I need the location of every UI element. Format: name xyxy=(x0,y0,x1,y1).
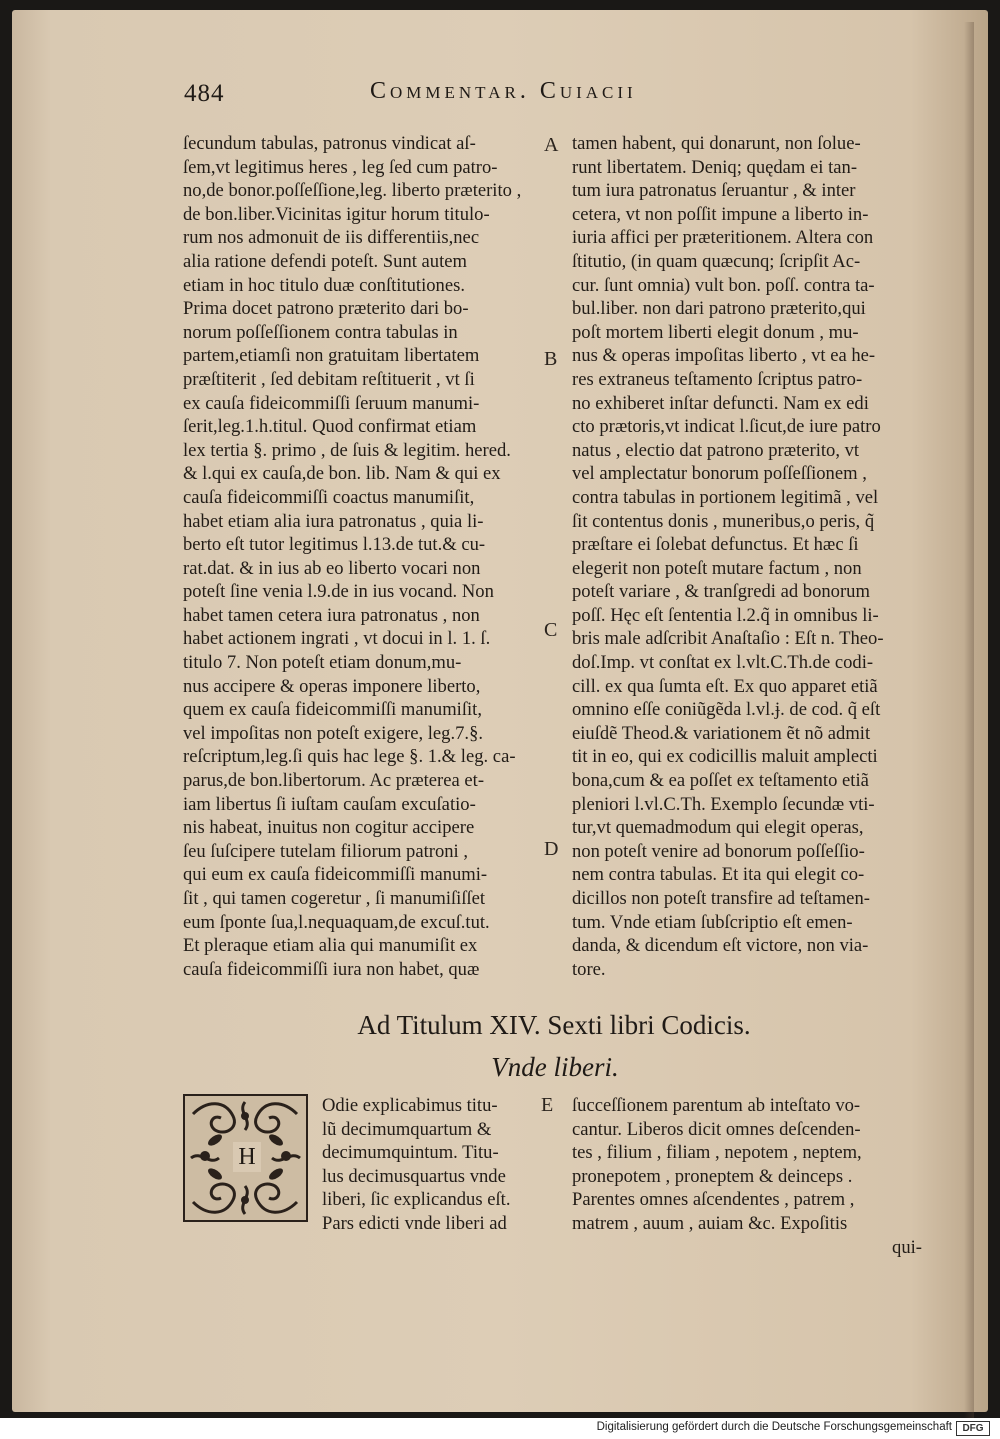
page-edge-shadow xyxy=(964,22,974,1418)
text-line: tore. xyxy=(572,958,606,980)
page-header xyxy=(184,76,794,112)
text-line: ſucceſſionem parentum ab inteſtato vo- xyxy=(572,1095,861,1116)
text-line: tes , filium , filiam , nepotem , neptem, xyxy=(572,1142,862,1164)
text-line: titulo 7. Non poteſt etiam donum,mu- xyxy=(183,652,462,674)
text-line: præſtare ei ſolebat defunctus. Et hæc ſi xyxy=(572,534,859,556)
text-line: tit in eo, qui ex codicillis maluit amplecti xyxy=(572,746,878,768)
text-line: nem contra tabulas. Et ita qui elegit co- xyxy=(572,864,865,886)
text-line: rum nos admonuit de iis differentiis,nec xyxy=(183,227,480,249)
text-line: no,de bonor.poſſeſſione,leg. liberto præterito , xyxy=(183,180,522,202)
text-line: quem ex cauſa fideicommiſſi manumiſit, xyxy=(183,699,482,721)
margin-letter-b: B xyxy=(544,348,558,370)
text-line: præſtiterit , ſed debitam reſtituerit , vt ſi xyxy=(183,368,475,390)
text-line: iuria affici per præteritionem. Altera con xyxy=(572,227,874,249)
text-line: cantur. Liberos dicit omnes deſcenden- xyxy=(572,1118,861,1140)
text-line: vel impoſitas non poteſt exigere, leg.7.§. xyxy=(183,722,484,744)
text-line: rat.dat. & in ius ab eo liberto vocari non xyxy=(183,557,481,579)
text-line: poteſt variare , & tranſgredi ad bonorum xyxy=(572,581,870,603)
text-line: contra tabulas in portionem legitimã , vel xyxy=(572,486,879,508)
text-line: lũ decimumquartum & xyxy=(322,1118,492,1140)
text-line: ſit contentus donis , muneribus,o peris, q̃ xyxy=(572,510,875,532)
text-line: pronepotem , proneptem & deinceps . xyxy=(572,1165,853,1187)
text-line: ſerit,leg.1.h.titul. Quod confirmat etiam xyxy=(183,416,477,438)
text-line: iam libertus ſi iuſtam cauſam excuſatio- xyxy=(183,793,476,815)
text-line: danda, & dicendum eſt victore, non via- xyxy=(572,935,869,957)
text-line: Pars edicti vnde liberi ad xyxy=(322,1212,507,1234)
text-line: ſem,vt legitimus heres , leg ſed cum patro- xyxy=(183,156,498,178)
text-line: tur,vt quemadmodum qui elegit operas, xyxy=(572,817,864,839)
text-line: ſeu ſuſcipere tutelam filiorum patroni , xyxy=(183,840,469,862)
text-line: eiuſdẽ Theod.& variationem ẽt nõ admit xyxy=(572,722,871,744)
dfg-logo: DFG xyxy=(956,1421,990,1436)
text-line: Parentes omnes aſcendentes , patrem , xyxy=(572,1189,855,1211)
text-line: lus decimusquartus vnde xyxy=(322,1165,506,1187)
text-line: Odie explicabimus titu- xyxy=(322,1095,498,1116)
text-line: etiam in hoc titulo duæ conſtitutiones. xyxy=(183,274,465,296)
text-line: habet etiam alia iura patronatus , quia li- xyxy=(183,510,484,532)
text-line: poſſ. Hęc eſt ſententia l.2.q̃ in omnibus li- xyxy=(572,604,879,626)
text-line: poſt mortem liberti elegit donum , mu- xyxy=(572,321,859,343)
text-line: cill. ex qua ſumta eſt. Ex quo apparet etiã xyxy=(572,675,878,697)
margin-letter-d: D xyxy=(544,838,559,860)
margin-letter-e: E xyxy=(541,1094,554,1116)
text-line: cto prætoris,vt indicat l.ſicut,de iure patro xyxy=(572,416,881,438)
text-line: cetera, vt non poſſit impune a liberto in- xyxy=(572,203,869,225)
text-line: runt libertatem. Deniq; quędam ei tan- xyxy=(572,156,858,178)
text-line: no exhiberet inſtar defuncti. Nam ex edi xyxy=(572,392,869,414)
intro-text-column xyxy=(322,1094,534,1236)
text-line: Et pleraque etiam alia qui manumiſit ex xyxy=(183,935,478,957)
text-line: alia ratione defendi poteſt. Sunt autem xyxy=(183,250,467,272)
text-line: decimumquintum. Titu- xyxy=(322,1142,499,1164)
margin-letter-a: A xyxy=(544,134,559,156)
text-line: ſecundum tabulas, patronus vindicat aſ- xyxy=(183,133,476,154)
text-line: Prima docet patrono præterito dari bo- xyxy=(183,298,469,320)
text-line: norum poſſeſſionem contra tabulas in xyxy=(183,321,458,343)
right-text-column xyxy=(572,132,932,981)
text-line: reſcriptum,leg.ſi quis hac lege §. 1.& leg. ca- xyxy=(183,746,516,768)
funding-credit: Digitalisierung gefördert durch die Deutsche Forschungsgemeinschaft xyxy=(596,1421,952,1433)
text-line: qui eum ex cauſa fideicommiſſi manumi- xyxy=(183,864,488,886)
section-title: Ad Titulum XIV. Sexti libri Codicis. xyxy=(357,1010,751,1040)
text-line: partem,etiamſi non gratuitam libertatem xyxy=(183,345,480,367)
text-line: liberi, ſic explicandus eſt. xyxy=(322,1189,511,1211)
left-text-column xyxy=(183,132,553,981)
text-line: ſit , qui tamen cogeretur , ſi manumiſiſſet xyxy=(183,888,486,909)
text-line: ex cauſa fideicommiſſi ſeruum manumi- xyxy=(183,392,480,414)
footer-bar xyxy=(0,1418,1000,1439)
text-line: habet actionem ingrati , vt docui in l. 1. ſ. xyxy=(183,628,491,650)
text-line: natus , electio dat patrono præterito, vt xyxy=(572,439,860,461)
initial-letter: H xyxy=(233,1142,261,1172)
text-line: nis habeat, inuitus non cogitur accipere xyxy=(183,817,475,839)
text-line: tum. Vnde etiam ſubſcriptio eſt emen- xyxy=(572,911,853,933)
text-line: tum iura patronatus ſeruantur , & inter xyxy=(572,180,856,202)
section-subtitle: Vnde liberi. xyxy=(491,1052,619,1082)
text-line: vel amplectatur bonorum poſſeſſionem , xyxy=(572,463,867,485)
margin-letter-c: C xyxy=(544,619,558,641)
decorated-initial xyxy=(183,1094,308,1222)
text-line: parus,de bon.libertorum. Ac præterea et- xyxy=(183,770,485,792)
text-line: nus accipere & operas imponere liberto, xyxy=(183,675,481,697)
text-line: doſ.Imp. vt conſtat ex l.vlt.C.Th.de codi- xyxy=(572,652,874,674)
text-line: matrem , auum , auiam &c. Expoſitis xyxy=(572,1212,848,1234)
text-line: habet tamen cetera iura patronatus , non xyxy=(183,604,480,626)
text-line: & l.qui ex cauſa,de bon. lib. Nam & qui ex xyxy=(183,463,501,485)
text-line: cauſa fideicommiſſi coactus manumiſit, xyxy=(183,486,475,508)
text-line: eum ſponte ſua,l.nequaquam,de excuſ.tut. xyxy=(183,911,490,933)
running-head: Commentar. Cuiacii xyxy=(370,78,637,104)
text-line: qui- xyxy=(892,1236,922,1258)
text-line: de bon.liber.Vicinitas igitur horum titulo- xyxy=(183,203,490,225)
text-line: bona,cum & ea poſſet ex teſtamento etiã xyxy=(572,770,869,792)
page-number: 484 xyxy=(184,80,225,107)
text-line: lex tertia §. primo , de ſuis & legitim. hered. xyxy=(183,439,511,461)
text-line: nus & operas impoſitas liberto , vt ea he- xyxy=(572,345,876,367)
text-line: poteſt ſine venia l.9.de in ius vocand. Non xyxy=(183,581,494,603)
text-line: dicillos non poteſt transfire ad teſtamen- xyxy=(572,888,870,909)
text-line: bul.liber. non dari patrono præterito,qui xyxy=(572,298,866,320)
text-line: bris male adſcribit Anaſtaſio : Eſt n. Theo- xyxy=(572,628,884,650)
text-line: ſtitutio, (in quam quæcunq; ſcripſit Ac- xyxy=(572,250,861,272)
text-line: res extraneus teſtamento ſcriptus patro- xyxy=(572,368,863,390)
text-line: non poteſt venire ad bonorum poſſeſſio- xyxy=(572,840,865,862)
text-line: cur. ſunt omnia) vult bon. poſſ. contra ta- xyxy=(572,274,875,296)
text-line: tamen habent, qui donarunt, non ſolue- xyxy=(572,133,861,154)
text-line: berto eſt tutor legitimus l.13.de tut.& cu- xyxy=(183,534,486,556)
text-line: elegerit non poteſt mutare factum , non xyxy=(572,557,862,579)
text-line: pleniori l.vl.C.Th. Exemplo ſecundæ vti- xyxy=(572,793,875,815)
intro-right-column xyxy=(572,1094,932,1259)
text-line: cauſa fideicommiſſi iura non habet, quæ xyxy=(183,958,480,980)
text-line: omnino eſſe coniũgẽda l.vl.ɉ. de cod. q̃ eſt xyxy=(572,699,881,721)
